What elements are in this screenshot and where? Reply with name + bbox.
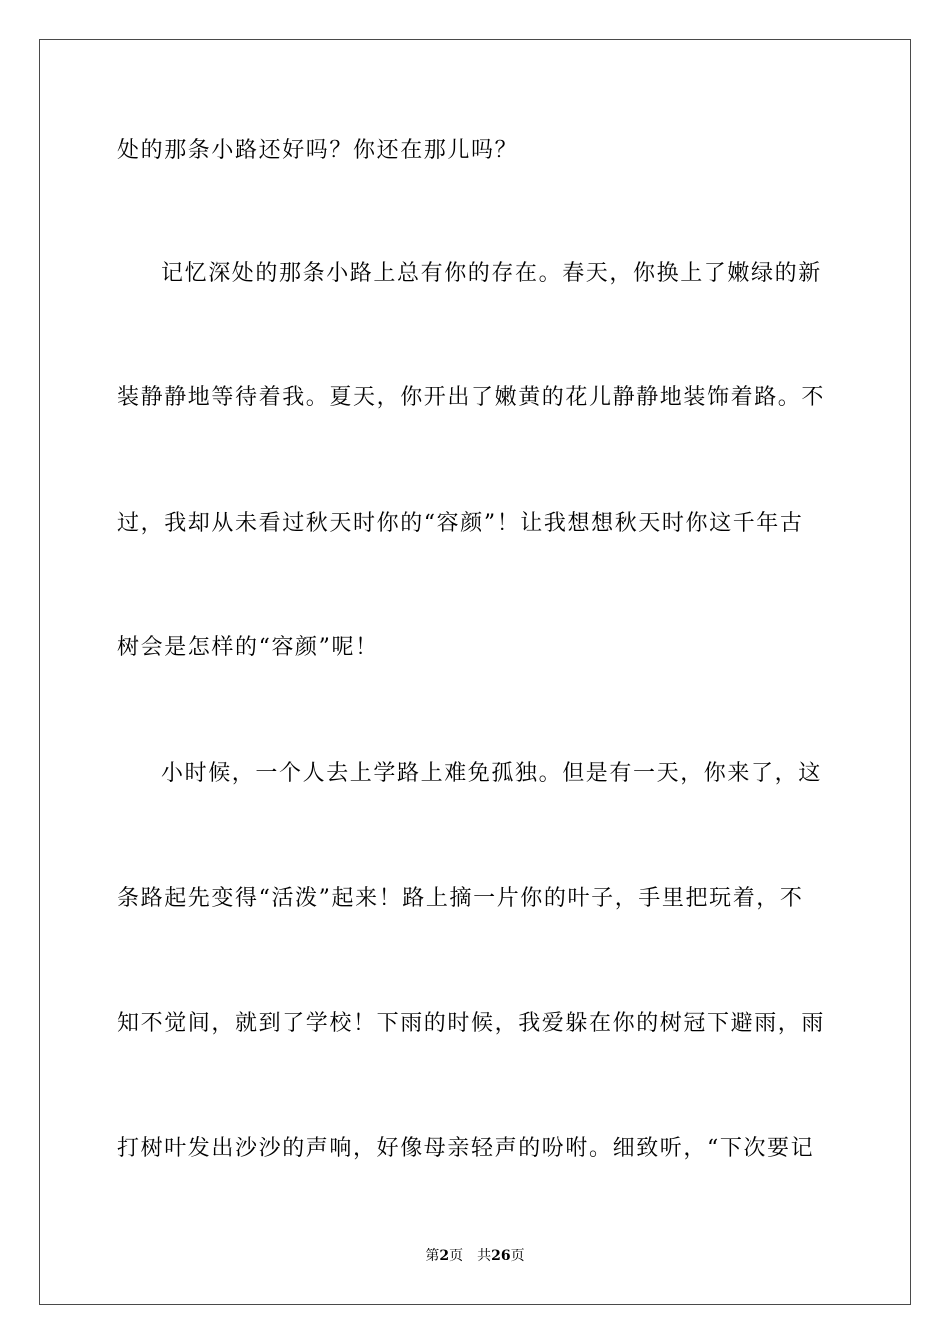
text-line-9: 打树叶发出沙沙的声响，好像母亲轻声的吩咐。细致听，“下次要记 (117, 1136, 815, 1161)
text-line-3: 装静静地等待着我。夏天，你开出了嫩黄的花儿静静地装饰着路。不 (117, 385, 826, 410)
page-suffix: 页 (449, 1248, 464, 1264)
text-line-8: 知不觉间，就到了学校！下雨的时候，我爱躲在你的树冠下避雨，雨 (117, 1011, 826, 1036)
page-border (39, 39, 911, 1305)
text-line-5: 树会是怎样的“容颜”呢！ (117, 635, 379, 660)
text-line-7: 条路起先变得“活泼”起来！路上摘一片你的叶子，手里把玩着，不 (117, 886, 804, 911)
page-prefix: 第 (425, 1248, 440, 1264)
total-suffix: 页 (510, 1248, 525, 1264)
total-pages: 26 (491, 1248, 511, 1264)
text-line-1: 处的那条小路还好吗？你还在那儿吗？ (117, 138, 519, 163)
text-line-6: 小时候，一个人去上学路上难免孤独。但是有一天，你来了，这 (161, 761, 822, 786)
page-footer (0, 1246, 950, 1266)
text-line-4: 过，我却从未看过秋天时你的“容颜”！让我想想秋天时你这千年古 (117, 511, 804, 536)
page-number: 2 (439, 1248, 450, 1264)
text-line-2: 记忆深处的那条小路上总有你的存在。春天，你换上了嫩绿的新 (161, 261, 822, 286)
total-prefix: 共 (477, 1248, 492, 1264)
